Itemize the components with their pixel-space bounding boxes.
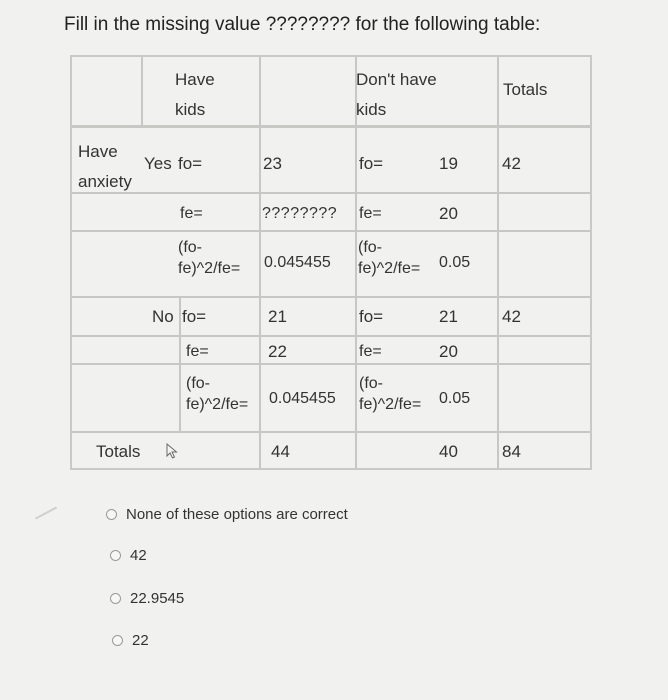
col-header-dont-have-kids: Don't have kids <box>356 70 437 119</box>
radio-button-icon[interactable] <box>110 593 121 604</box>
totals-have: 44 <box>271 442 290 461</box>
no-have-fe: 22 <box>268 342 287 361</box>
no-dont-chi: 0.05 <box>439 390 471 407</box>
no-have-fo: 21 <box>268 307 287 326</box>
radio-button-icon[interactable] <box>106 509 117 520</box>
yes-dont-fe: 20 <box>439 204 458 223</box>
yes-have-chi: 0.045455 <box>264 254 331 271</box>
yes-total: 42 <box>502 154 521 173</box>
missing-value: ???????? <box>262 205 338 222</box>
no-dont-fe: 20 <box>439 342 458 361</box>
option-label: None of these options are correct <box>126 506 348 523</box>
yes-fo-label: fo= <box>178 154 203 173</box>
yes-dont-fo: 19 <box>439 154 458 173</box>
no-have-chi: 0.045455 <box>269 390 336 407</box>
yes-fe-label: fe= <box>180 205 203 222</box>
totals-dont: 40 <box>439 442 458 461</box>
row-label-yes: Yes <box>144 154 172 173</box>
pointer-cursor-icon <box>166 443 178 464</box>
data-table <box>70 55 592 470</box>
col-header-totals: Totals <box>503 80 548 99</box>
totals-grand: 84 <box>502 442 521 461</box>
option-label: 22 <box>132 632 149 649</box>
yes-chi-label: (fo- fe)^2/fe= <box>178 239 241 277</box>
yes-have-fo: 23 <box>263 154 282 173</box>
no-dont-fo-label: fo= <box>359 307 384 326</box>
option-label: 42 <box>130 547 147 564</box>
option-label: 22.9545 <box>130 590 185 607</box>
row-label-totals: Totals <box>96 442 141 461</box>
radio-button-icon[interactable] <box>112 635 123 646</box>
stray-mark <box>35 506 57 519</box>
no-fe-label: fe= <box>186 343 209 360</box>
row-group-have-anxiety: Have anxiety <box>78 142 132 191</box>
yes-dont-chi-label: (fo- fe)^2/fe= <box>358 239 421 277</box>
no-total: 42 <box>502 307 521 326</box>
question-text: Fill in the missing value ???????? for the following table: <box>64 14 541 35</box>
col-header-have-kids: Have kids <box>175 70 215 119</box>
row-label-no: No <box>152 307 174 326</box>
no-fo-label: fo= <box>182 307 207 326</box>
no-dont-fo: 21 <box>439 307 458 326</box>
option-none-correct[interactable] <box>106 506 348 523</box>
yes-dont-fo-label: fo= <box>359 154 384 173</box>
no-dont-chi-label: (fo- fe)^2/fe= <box>359 375 422 413</box>
option-42[interactable] <box>110 547 147 564</box>
no-dont-fe-label: fe= <box>359 343 382 360</box>
option-22[interactable] <box>112 632 149 649</box>
option-22-9545[interactable] <box>110 590 184 607</box>
radio-button-icon[interactable] <box>110 550 121 561</box>
yes-dont-fe-label: fe= <box>359 205 382 222</box>
yes-dont-chi: 0.05 <box>439 254 471 271</box>
no-chi-label: (fo- fe)^2/fe= <box>186 375 249 413</box>
